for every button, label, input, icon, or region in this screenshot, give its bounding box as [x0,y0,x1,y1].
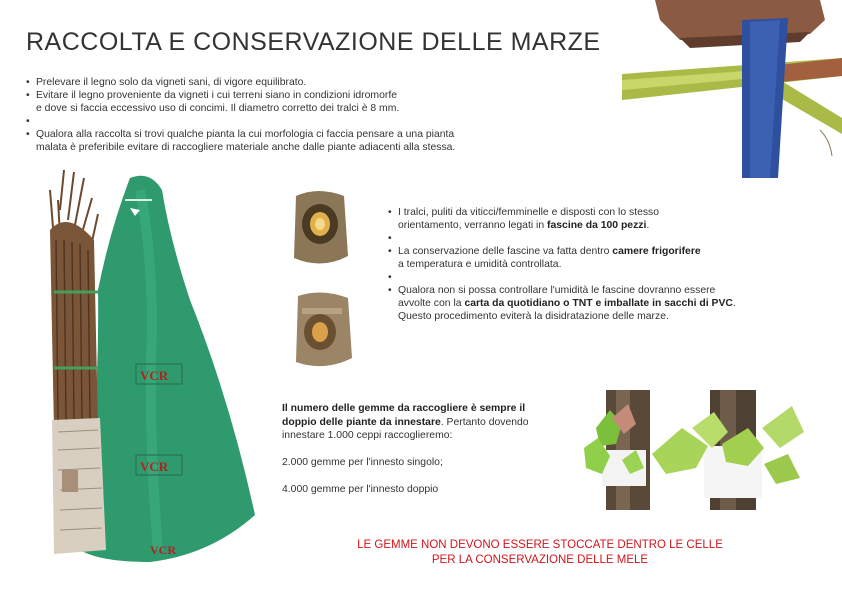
cane-bundle-bag-photo [40,170,265,570]
warning-line-1: LE GEMME NON DEVONO ESSERE STOCCATE DENTRO LE CELLE [357,539,723,551]
intro-bullet-3-line-2: malata è preferibile evitare di raccogliere materiale anche dalle piante adiacenti alla stessa. [36,142,456,153]
storage-bullets [388,206,788,323]
page-title: RACCOLTA E CONSERVAZIONE DELLE MARZE [26,28,601,56]
bundle-size-emphasis: fascine da 100 pezzi [547,220,647,231]
intro-bullet-2-line-2: e dove si faccia eccessivo uso di concimi. Il diametro corretto dei tralci è 8 mm. [36,103,400,114]
cold-room-emphasis: camere frigorifere [612,246,701,257]
cane-section-photo-2 [290,288,356,370]
warning-line-2: PER LA CONSERVAZIONE DELLE MELE [431,554,649,566]
gems-emphasis-line-2: doppio delle piante da innestare [282,416,441,428]
intro-bullet-3-line-1: Qualora alla raccolta si trovi qualche pianta la cui morfologia ci faccia pensare a una pianta [36,129,455,140]
spacer [26,115,546,128]
storage-bullet-3: • Qualora non si possa controllare l'umidità le fascine dovranno essere avvolte con la carta da quotidiano o TNT e imballate in sacchi di PVC. Questo procedimento eviterà la disidratazione delle marze. [388,284,788,323]
bag-logo-label-3: VCR [150,543,176,557]
intro-bullet-2 [26,89,546,115]
storage-bullet-2: • La conservazione delle fascine va fatta dentro camere frigorifere a temperatura e umidità controllata. [388,245,788,271]
gems-emphasis-line-1: Il numero delle gemme da raccogliere è sempre il [282,403,526,414]
intro-bullets [26,76,546,154]
spacer [388,232,788,245]
spacer [388,271,788,284]
single-graft-count: 2.000 gemme per l'innesto singolo; [282,457,443,468]
bag-logo-label-2: VCR [140,459,169,474]
cane-section-photo-1 [288,186,354,268]
bag-logo-label-1: VCR [140,368,169,383]
storage-bullet-1: • I tralci, puliti da viticci/femminelle e disposti con lo stesso orientamento, verranno legati in fascine da 100 pezzi. [388,206,788,232]
intro-bullet-3 [26,128,546,154]
graft-stump-photo-2 [652,388,808,510]
double-graft-count: 4.000 gemme per l'innesto doppio [282,484,439,495]
branch-graft-photo [620,0,842,178]
warning-note [300,538,780,568]
wrapping-emphasis: carta da quotidiano o TNT e imballate in sacchi di PVC [464,298,733,309]
intro-bullet-2-line-1: Evitare il legno proveniente da vigneti i cui terreni siano in condizioni idromorfe [36,90,397,101]
intro-bullet-1: • Prelevare il legno solo da vigneti sani, di vigore equilibrato. [26,76,546,89]
gems-paragraph: Il numero delle gemme da raccogliere è sempre il doppio delle piante da innestare. Pertanto dovendo innestare 1.000 ceppi raccoglieremo: 2.000 gemme per l'innesto singolo; 4.000 gemme per l'innesto doppio [282,403,529,495]
